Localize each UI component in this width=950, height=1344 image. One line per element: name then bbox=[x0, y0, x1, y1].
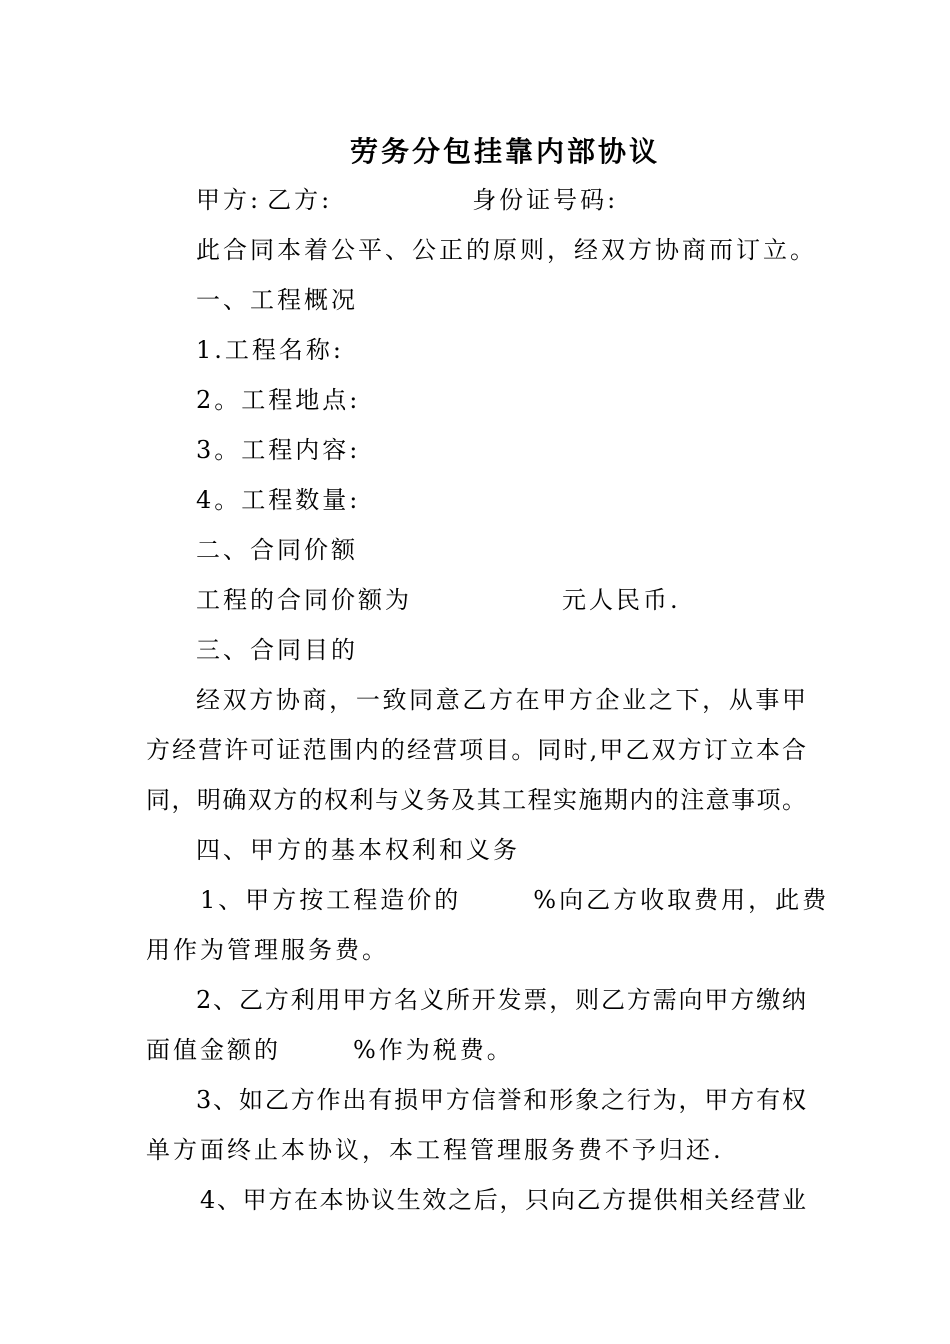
section4-item1-line bbox=[200, 880, 830, 920]
section3-para-line: 方经营许可证范围内的经营项目。同时,甲乙双方订立本合 bbox=[146, 736, 806, 764]
section4-item2-line2 bbox=[146, 1030, 806, 1070]
section1-item-quantity: 4。工程数量: bbox=[196, 486, 361, 514]
section3-para-line: 同，明确双方的权利与义务及其工程实施期内的注意事项。 bbox=[146, 786, 806, 814]
contract-price-line bbox=[196, 580, 806, 620]
party-a-label: 甲方: bbox=[196, 186, 262, 214]
item1-prefix: 1、甲方按工程造价的 bbox=[200, 886, 462, 914]
section3-heading: 三、合同目的 bbox=[196, 636, 358, 664]
id-number-label: 身份证号码: bbox=[472, 186, 619, 214]
item1-suffix: %向乙方收取费用，此费 bbox=[533, 886, 830, 914]
price-suffix: 元人民币. bbox=[562, 586, 681, 614]
section3-para-line: 经双方协商，一致同意乙方在甲方企业之下，从事甲 bbox=[196, 686, 806, 714]
party-line bbox=[196, 180, 806, 220]
section4-item1-line2: 用作为管理服务费。 bbox=[146, 936, 389, 964]
section1-heading: 一、工程概况 bbox=[196, 286, 358, 314]
intro-text: 此合同本着公平、公正的原则，经双方协商而订立。 bbox=[196, 236, 817, 264]
section4-item3-line2: 单方面终止本协议，本工程管理服务费不予归还. bbox=[146, 1136, 724, 1164]
item2-prefix: 面值金额的 bbox=[146, 1036, 281, 1064]
party-b-label: 乙方: bbox=[267, 186, 333, 214]
price-prefix: 工程的合同价额为 bbox=[196, 586, 412, 614]
section1-item-content: 3。工程内容: bbox=[196, 436, 361, 464]
item2-suffix: %作为税费。 bbox=[353, 1036, 514, 1064]
section4-heading: 四、甲方的基本权利和义务 bbox=[196, 836, 520, 864]
section1-item-location: 2。工程地点: bbox=[196, 386, 361, 414]
section4-item2-line: 2、乙方利用甲方名义所开发票，则乙方需向甲方缴纳 bbox=[196, 986, 806, 1014]
section2-heading: 二、合同价额 bbox=[196, 536, 358, 564]
section4-item3-line: 3、如乙方作出有损甲方信誉和形象之行为，甲方有权 bbox=[196, 1086, 806, 1114]
section1-item-name: 1.工程名称: bbox=[196, 336, 344, 364]
section4-item4-line: 4、甲方在本协议生效之后，只向乙方提供相关经营业 bbox=[200, 1186, 806, 1214]
document-title: 劳务分包挂靠内部协议 bbox=[349, 135, 660, 168]
